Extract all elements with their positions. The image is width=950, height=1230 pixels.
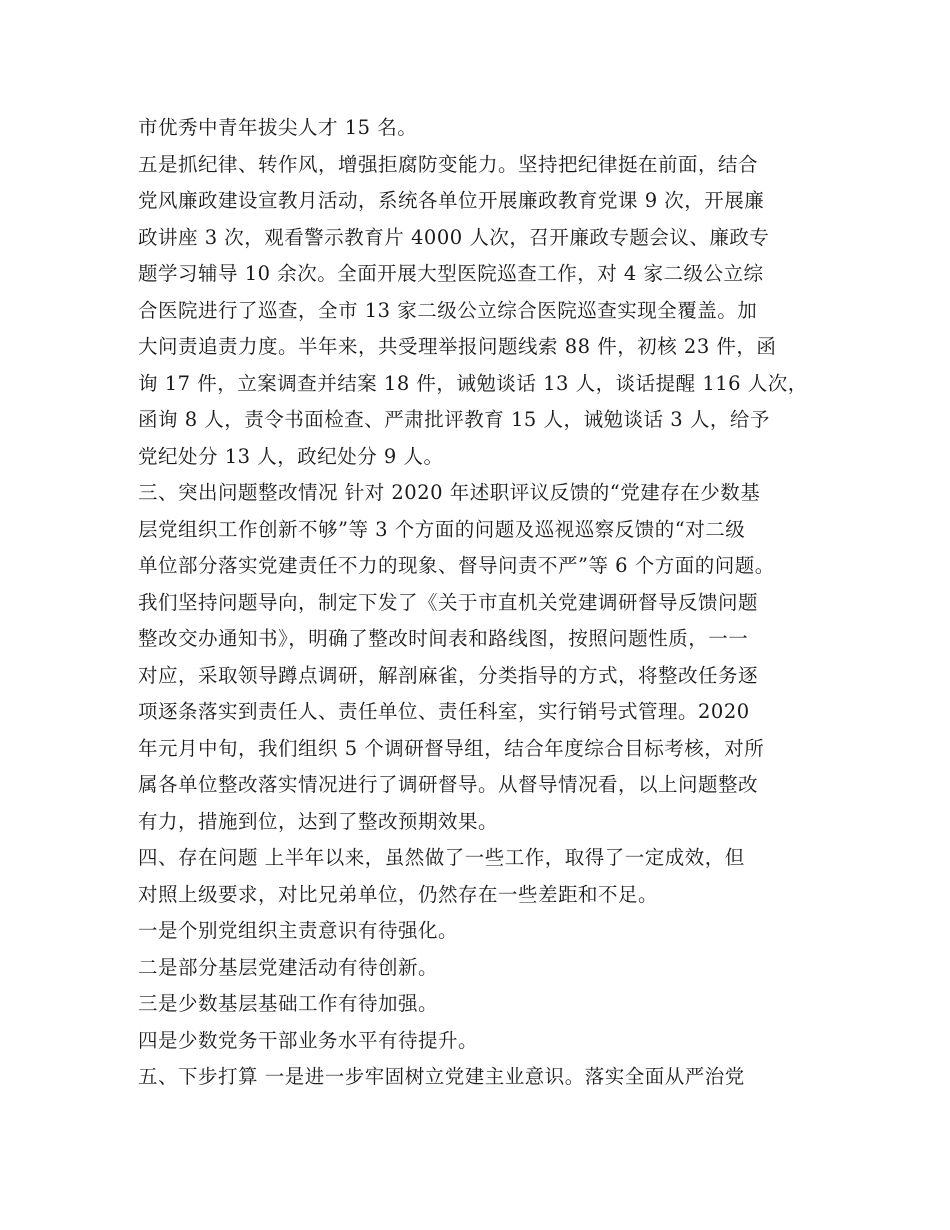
- text-line: 有力，措施到位，达到了整改预期效果。: [138, 809, 499, 833]
- list-item: 三是少数基层基础工作有待加强。: [138, 992, 439, 1015]
- text-line: 政讲座 3 次，观看警示教育片 4000 人次，召开廉政专题会议、廉政专: [138, 225, 770, 249]
- text-line: 大问责追责力度。半年来，共受理举报问题线索 88 件，初核 23 件，函: [138, 335, 777, 358]
- text-line: 函询 8 人，责令书面检查、严肃批评教育 15 人，诫勉谈话 3 人，给予: [138, 408, 770, 431]
- text-line: 项逐条落实到责任人、责任单位、责任科室，实行销号式管理。2020: [138, 700, 750, 723]
- text-line: 对照上级要求，对比兄弟单位，仍然存在一些差距和不足。: [138, 882, 659, 906]
- list-item: 四是少数党务干部业务水平有待提升。: [138, 1028, 479, 1052]
- text-line: 党风廉政建设宣教月活动，系统各单位开展廉政教育党课 9 次，开展廉: [138, 189, 765, 212]
- text-line: 属各单位整改落实情况进行了调研督导。从督导情况看，以上问题整改: [138, 773, 759, 796]
- section-heading-line: 五、下步打算 一是进一步牢固树立党建主业意识。落实全面从严治党: [138, 1065, 745, 1088]
- text-line: 对应，采取领导蹲点调研，解剖麻雀，分类指导的方式，将整改任务逐: [138, 663, 759, 687]
- document-body: [138, 110, 818, 1096]
- section-heading-line: 四、存在问题 上半年以来，虽然做了一些工作，取得了一定成效，但: [138, 846, 745, 869]
- list-item: 二是部分基层党建活动有待创新。: [138, 955, 439, 979]
- text-line: 合医院进行了巡查，全市 13 家二级公立综合医院巡查实现全覆盖。加: [138, 298, 758, 322]
- text-line: 党纪处分 13 人，政纪处分 9 人。: [138, 444, 444, 468]
- text-line: 五是抓纪律、转作风，增强拒腐防变能力。坚持把纪律挺在前面，结合: [138, 152, 759, 176]
- text-line: 层党组织工作创新不够”等 3 个方面的问题及巡视巡察反馈的“对二级: [138, 517, 746, 541]
- text-line: 题学习辅导 10 余次。全面开展大型医院巡查工作，对 4 家二级公立综: [138, 262, 764, 285]
- section-heading-line: 三、突出问题整改情况 针对 2020 年述职评议反馈的“党建存在少数基: [138, 481, 761, 504]
- text-line: 市优秀中青年拔尖人才 15 名。: [138, 116, 418, 139]
- list-item: 一是个别党组织主责意识有待强化。: [138, 919, 459, 942]
- text-line: 我们坚持问题导向，制定下发了《关于市直机关党建调研督导反馈问题: [138, 590, 759, 614]
- text-line: 单位部分落实党建责任不力的现象、督导问责不严”等 6 个方面的问题。: [138, 554, 775, 577]
- text-line: 年元月中旬，我们组织 5 个调研督导组，结合年度综合目标考核，对所: [138, 736, 765, 760]
- text-line: 询 17 件，立案调查并结案 18 件，诫勉谈话 13 人，谈话提醒 116 人次，: [138, 371, 808, 395]
- text-line: 整改交办通知书》，明确了整改时间表和路线图，按照问题性质，一一: [138, 627, 749, 650]
